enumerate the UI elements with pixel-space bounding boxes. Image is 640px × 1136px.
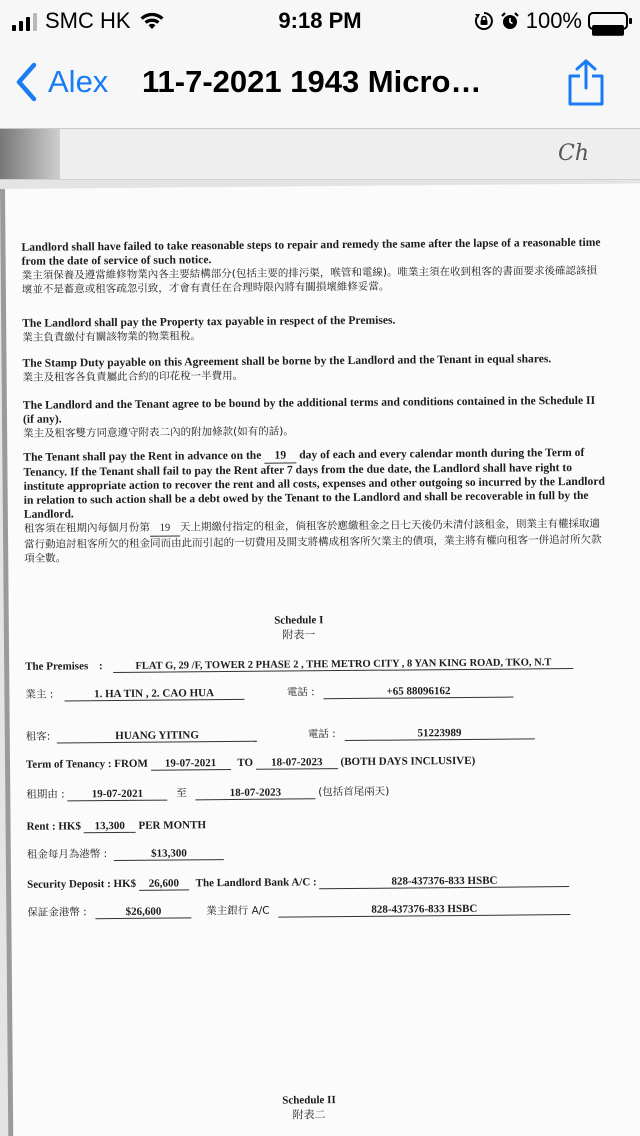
battery-fill (592, 25, 624, 36)
schedule-2-heading (249, 1094, 369, 1123)
back-button[interactable] (14, 62, 108, 102)
deposit-value: 26,600 (139, 877, 189, 890)
term-zh-label: 租期由 : (26, 788, 65, 801)
landlord-label: 業主 : (25, 688, 54, 701)
term-row (26, 755, 475, 772)
rent-due-day: 19 (264, 448, 296, 463)
orientation-lock-icon (474, 11, 494, 31)
navigation-bar (0, 40, 640, 129)
landlord-tel-label: 電話 : (286, 686, 315, 699)
landlord-value: 1. HA TIN , 2. CAO HUA (64, 687, 244, 702)
status-right (474, 8, 628, 34)
deposit-zh-value: $26,600 (95, 905, 191, 919)
battery-percent: 100% (525, 8, 582, 33)
term-to-label: TO (237, 756, 254, 769)
premises-row (25, 656, 573, 674)
tenant-label: 租客: (25, 730, 51, 743)
tenant-value: HUANG YITING (57, 729, 257, 744)
status-bar (0, 0, 640, 40)
schedule-1-title: Schedule I (274, 614, 324, 627)
share-icon (566, 58, 606, 108)
clause-stamp-duty-en: The Stamp Duty payable on this Agreement shall be borne by the Landlord and the Tenant in equal shares. (22, 352, 552, 370)
premises-label: The Premises (25, 660, 89, 673)
rent-zh-value: $13,300 (114, 847, 224, 861)
term-zh-note: (包括首尾兩天) (318, 785, 390, 799)
clause-rent-zh (24, 517, 608, 566)
schedule-1-title-zh: 附表一 (282, 628, 316, 642)
clause-rent-zh-b: 天上期繳付指定的租金，倘租客於應繳租金之日七天後仍未清付該租金，則業主有權採取適當行動追討租客所欠的租金同而由此而引起的一切費用及開支將構成租客所欠業主的債項，業主將有權向租客一併追討所欠款項全數。 (24, 517, 602, 565)
clause-rent (23, 446, 608, 566)
term-from: 19-07-2021 (151, 757, 231, 771)
schedule-2-title: Schedule II (282, 1094, 336, 1107)
clause-property-tax (22, 312, 606, 345)
clause-rent-en-a: The Tenant shall pay the Rent in advance on the (23, 448, 262, 464)
bank-label: The Landlord Bank A/C : (195, 876, 317, 890)
carrier-name: SMC HK (45, 8, 131, 33)
term-zh-row (26, 784, 389, 802)
clause-rent-en-b: day of each and every calendar month during the Term of Tenancy. If the Tenant shall fail to pay the Rent after 7 days from the due date, the Landlord shall have right to institute appropriate action to recover the rent and all costs, expenses and other outgoing so incurred by the Landlord in relation to such action shall be a debt owed by the Tenant to the Landlord and shall be recoverable in full by the Landlord. (23, 445, 605, 521)
status-time: 9:18 PM (278, 8, 362, 33)
rent-zh-label: 租金每月為港幣 : (26, 848, 108, 861)
clause-rent-zh-a: 租客須在租期內每個月份第 (23, 521, 151, 535)
premises-value: FLAT G, 29 /F, TOWER 2 PHASE 2 , THE METRO CITY , 8 YAN KING ROAD, TKO, N.T (113, 657, 573, 673)
term-zh-to-label: 至 (176, 787, 187, 800)
page-shadow (0, 129, 60, 179)
handwritten-mark: Ch (558, 141, 590, 166)
schedule-1-heading (239, 614, 359, 643)
deposit-row (27, 874, 569, 892)
clause-additional-terms-zh: 業主及租客雙方同意遵守附表二內的附加條款(如有的話)。 (23, 425, 294, 440)
tenant-row (26, 724, 535, 743)
tenant-tel-label: 電話 : (307, 728, 336, 741)
bank-zh-value: 828-437376-833 HSBC (278, 902, 570, 918)
rent-unit: PER MONTH (138, 819, 207, 832)
page-title: 11-7-2021 1943 Micro… (142, 64, 482, 99)
schedule-2-title-zh: 附表二 (292, 1108, 326, 1122)
document-page (0, 183, 640, 1136)
clause-property-tax-en: The Landlord shall pay the Property tax payable in respect of the Premises. (22, 313, 396, 330)
previous-page-strip (0, 129, 640, 180)
clause-rent-en (23, 446, 608, 522)
deposit-zh-label: 保証金港幣 : (27, 906, 87, 919)
term-note: (BOTH DAYS INCLUSIVE) (340, 754, 476, 769)
rent-zh-row (27, 845, 224, 862)
rent-row (27, 819, 207, 834)
clause-repair-en: Landlord shall have failed to take reasonable steps to repair and remedy the same after the lapse of a reasonable time from the date of service of such notice. (21, 235, 601, 268)
battery-icon (588, 12, 628, 30)
rent-label: Rent : HK$ (26, 820, 82, 833)
deposit-label: Security Deposit : HK$ (27, 877, 137, 891)
clause-property-tax-zh: 業主負責繳付有關該物業的物業租稅。 (22, 330, 201, 344)
bank-zh-label: 業主銀行 A/C (206, 904, 270, 918)
term-label: Term of Tenancy : FROM (25, 757, 148, 771)
term-zh-to: 18-07-2023 (195, 786, 315, 800)
premises-separator: : (98, 660, 103, 673)
landlord-tel: +65 88096162 (323, 685, 513, 700)
clause-repair-zh: 業主須保養及遵當維修物業內各主要結構部分(包括主要的排污渠，喉管和電線)。唯業主須在收到租客的書面要求後確認該損壞並不是蓄意或租客疏忽引致，才會有責任在合理時限內將有關損壞維修妥當。 (21, 264, 597, 296)
clause-additional-terms (23, 394, 607, 441)
rent-due-day-zh: 19 (150, 521, 180, 536)
back-label: Alex (48, 64, 109, 99)
clause-additional-terms-en: The Landlord and the Tenant agree to be bound by the additional terms and conditions contained in the Schedule II (if any). (22, 393, 596, 426)
landlord-row (25, 683, 513, 702)
clause-repair (21, 236, 605, 297)
bank-value: 828-437376-833 HSBC (319, 874, 569, 889)
term-zh-from: 19-07-2021 (67, 788, 167, 802)
chevron-left-icon (14, 62, 38, 102)
tenant-tel: 51223989 (344, 726, 534, 741)
term-to: 18-07-2023 (256, 756, 338, 770)
document-viewer[interactable] (0, 129, 640, 1136)
clause-stamp-duty-zh: 業主及租客各負責屬此合約的印花稅一半費用。 (22, 369, 244, 384)
deposit-zh-row (27, 900, 570, 920)
alarm-icon (500, 11, 520, 31)
rent-value: 13,300 (84, 820, 136, 833)
share-button[interactable] (566, 58, 606, 113)
clause-stamp-duty (22, 352, 606, 385)
